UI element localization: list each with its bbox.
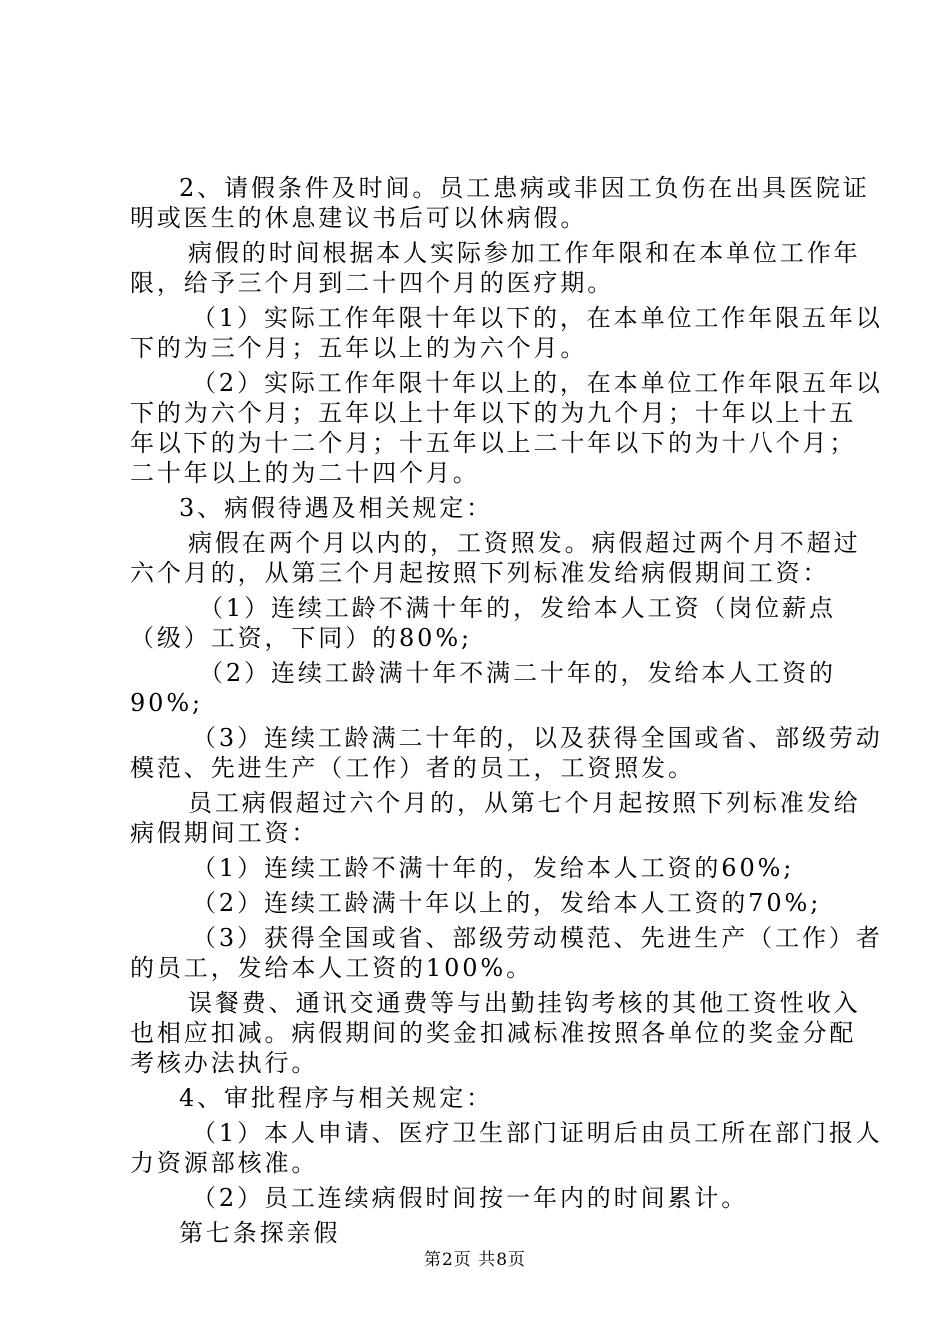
text-line: （3）连续工龄满二十年的，以及获得全国或省、部级劳动 [192, 724, 883, 752]
text-line: （1）连续工龄不满十年的，发给本人工资（岗位薪点 [199, 594, 836, 622]
text-line: 年以下的为十二个月；十五年以上二十年以下的为十八个月； [130, 429, 857, 457]
text-line: （2）连续工龄满十年以上的，发给本人工资的70%; [192, 889, 822, 917]
text-line: 考核办法执行。 [130, 1049, 319, 1077]
text-line: 也相应扣减。病假期间的奖金扣减标准按照各单位的奖金分配 [130, 1019, 857, 1047]
text-line: 员工病假超过六个月的，从第七个月起按照下列标准发给 [188, 789, 861, 817]
text-line: 的员工，发给本人工资的100%。 [130, 954, 534, 982]
page-number-footer: 第2页 共8页 [423, 1250, 527, 1270]
text-line: 病假期间工资： [130, 819, 319, 847]
text-line: 下的为三个月；五年以上的为六个月。 [130, 334, 588, 362]
text-line: （2）实际工作年限十年以上的，在本单位工作年限五年以 [192, 369, 883, 397]
text-line: （1）本人申请、医疗卫生部门证明后由员工所在部门报人 [192, 1119, 883, 1147]
text-line: 明或医生的休息建议书后可以休病假。 [130, 204, 588, 232]
text-line: 二十年以上的为二十四个月。 [130, 459, 480, 487]
text-line: 90%; [130, 689, 204, 717]
text-line: 2、请假条件及时间。员工患病或非因工负伤在出具医院证 [179, 174, 870, 202]
text-line: 4、审批程序与相关规定： [179, 1084, 494, 1112]
text-line: 模范、先进生产（工作）者的员工，工资照发。 [130, 754, 695, 782]
text-line: 力资源部核准。 [130, 1149, 319, 1177]
text-line: 病假在两个月以内的，工资照发。病假超过两个月不超过 [188, 529, 861, 557]
text-line: （1）连续工龄不满十年的，发给本人工资的60%; [192, 854, 795, 882]
text-line: 六个月的，从第三个月起按照下列标准发给病假期间工资： [130, 559, 830, 587]
document-body [130, 173, 883, 1248]
text-line: 限，给予三个月到二十四个月的医疗期。 [130, 269, 615, 297]
text-line: （2）员工连续病假时间按一年内的时间累计。 [192, 1184, 749, 1212]
text-line: （1）实际工作年限十年以下的，在本单位工作年限五年以 [192, 304, 883, 332]
text-line: 3、病假待遇及相关规定： [179, 494, 494, 522]
text-line: 病假的时间根据本人实际参加工作年限和在本单位工作年 [188, 239, 861, 267]
section-heading: 第七条探亲假 [179, 1219, 341, 1247]
text-line: 误餐费、通讯交通费等与出勤挂钩考核的其他工资性收入 [188, 989, 861, 1017]
text-line: （2）连续工龄满十年不满二十年的，发给本人工资的 [199, 659, 836, 687]
text-line: （3）获得全国或省、部级劳动模范、先进生产（工作）者 [192, 924, 883, 952]
text-line: （级）工资，下同）的80%; [130, 624, 473, 652]
text-line: 下的为六个月；五年以上十年以下的为九个月；十年以上十五 [130, 399, 857, 427]
